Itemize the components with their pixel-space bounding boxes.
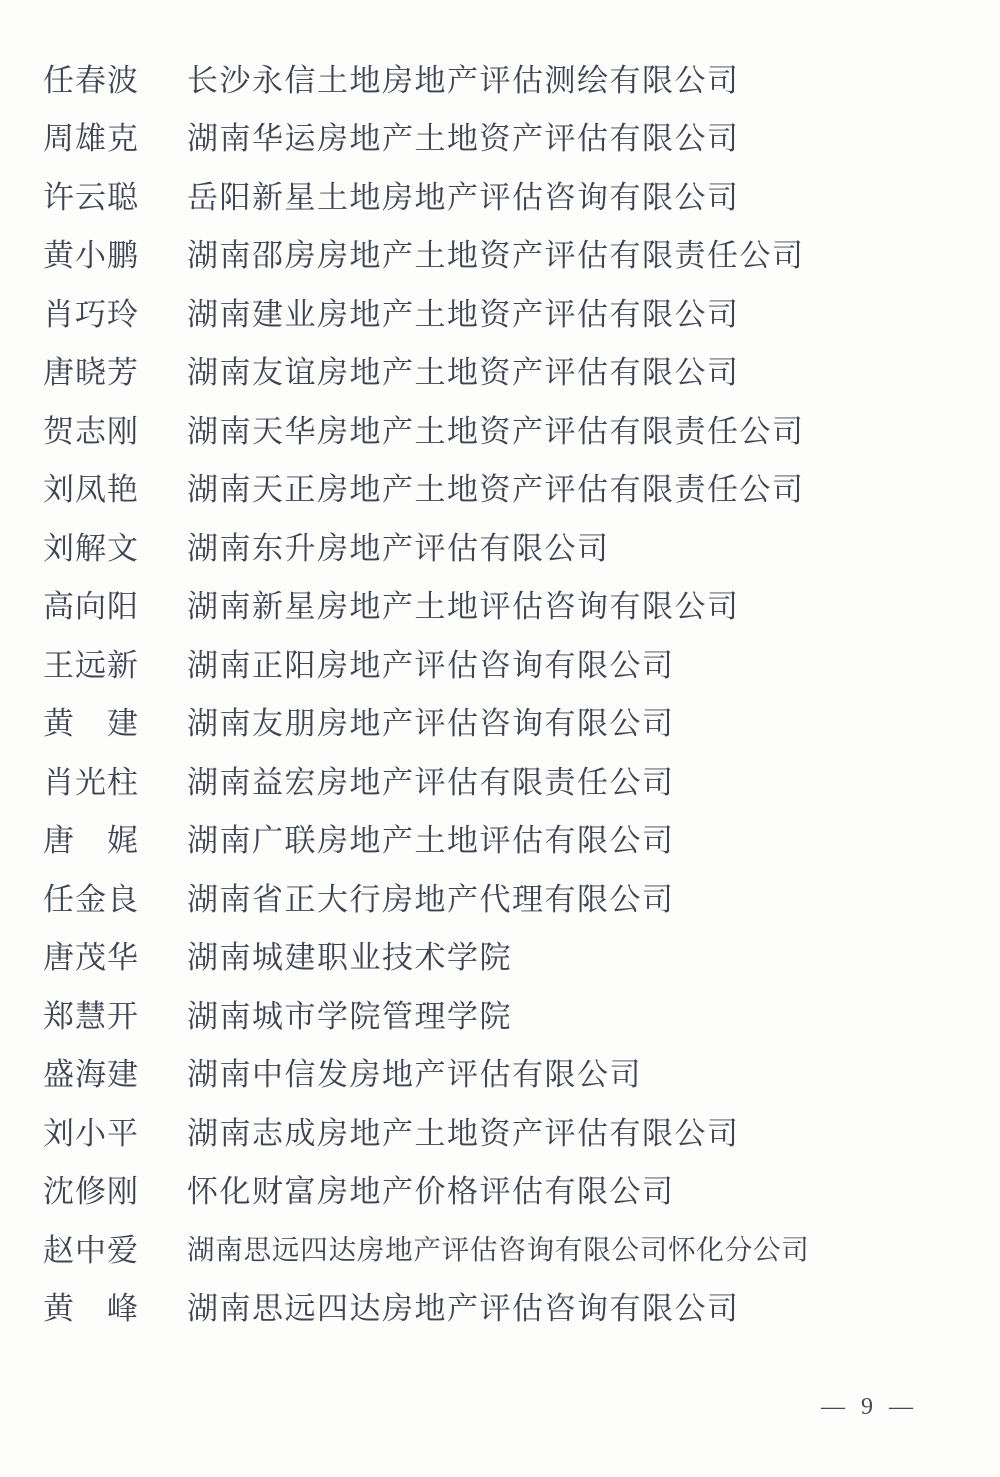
person-name: 王远新 (43, 647, 139, 683)
roster-row (43, 107, 970, 166)
roster-row (43, 633, 970, 692)
company-name: 湖南省正大行房地产代理有限公司 (187, 881, 675, 917)
roster-row (43, 282, 970, 341)
roster-row (43, 809, 970, 868)
company-name: 湖南城市学院管理学院 (187, 998, 512, 1034)
company-name: 湖南益宏房地产评估有限责任公司 (187, 764, 675, 800)
person-name: 刘凤艳 (43, 472, 139, 508)
roster-row (43, 692, 970, 751)
person-name: 高向阳 (43, 589, 139, 625)
company-name: 湖南思远四达房地产评估咨询有限公司 (187, 1291, 740, 1327)
company-name: 湖南友谊房地产土地资产评估有限公司 (187, 355, 740, 391)
roster-row (43, 1218, 970, 1277)
person-name: 唐茂华 (43, 940, 139, 976)
person-name: 赵中爱 (43, 1232, 139, 1268)
person-name: 刘小平 (43, 1115, 139, 1151)
roster-row (43, 165, 970, 224)
company-name: 湖南正阳房地产评估咨询有限公司 (187, 647, 675, 683)
person-name: 任金良 (43, 881, 139, 917)
company-name: 岳阳新星土地房地产评估咨询有限公司 (187, 179, 740, 215)
person-name: 周雄克 (43, 121, 139, 157)
company-name: 湖南华运房地产土地资产评估有限公司 (187, 121, 740, 157)
roster-row (43, 341, 970, 400)
roster-row (43, 1043, 970, 1102)
page-number: — 9 — (821, 1394, 918, 1420)
person-name: 许云聪 (43, 179, 139, 215)
company-name: 湖南中信发房地产评估有限公司 (187, 1057, 642, 1093)
company-name: 湖南邵房房地产土地资产评估有限责任公司 (187, 238, 805, 274)
person-name: 盛海建 (43, 1057, 139, 1093)
company-name: 湖南思远四达房地产评估咨询有限公司怀化分公司 (187, 1234, 810, 1266)
roster-row (43, 458, 970, 517)
roster-row (43, 926, 970, 985)
company-name: 怀化财富房地产价格评估有限公司 (187, 1174, 675, 1210)
company-name: 长沙永信土地房地产评估测绘有限公司 (187, 62, 740, 98)
person-name: 任春波 (43, 62, 139, 98)
person-name: 肖巧玲 (43, 296, 139, 332)
company-name: 湖南天华房地产土地资产评估有限责任公司 (187, 413, 805, 449)
roster-list (43, 48, 970, 1335)
roster-row (43, 750, 970, 809)
company-name: 湖南城建职业技术学院 (187, 940, 512, 976)
company-name: 湖南新星房地产土地评估咨询有限公司 (187, 589, 740, 625)
company-name: 湖南志成房地产土地资产评估有限公司 (187, 1115, 740, 1151)
person-name: 唐 娓 (43, 823, 139, 859)
roster-row (43, 224, 970, 283)
person-name: 肖光柱 (43, 764, 139, 800)
roster-row (43, 984, 970, 1043)
person-name: 黄 建 (43, 706, 139, 742)
page-footer (821, 1394, 918, 1421)
roster-row (43, 1101, 970, 1160)
company-name: 湖南天正房地产土地资产评估有限责任公司 (187, 472, 805, 508)
roster-row (43, 575, 970, 634)
person-name: 黄小鹏 (43, 238, 139, 274)
company-name: 湖南东升房地产评估有限公司 (187, 530, 610, 566)
company-name: 湖南建业房地产土地资产评估有限公司 (187, 296, 740, 332)
company-name: 湖南友朋房地产评估咨询有限公司 (187, 706, 675, 742)
person-name: 黄 峰 (43, 1291, 139, 1327)
person-name: 沈修刚 (43, 1174, 139, 1210)
roster-row (43, 399, 970, 458)
roster-row (43, 867, 970, 926)
roster-row (43, 1277, 970, 1336)
person-name: 刘解文 (43, 530, 139, 566)
roster-row (43, 48, 970, 107)
company-name: 湖南广联房地产土地评估有限公司 (187, 823, 675, 859)
roster-row (43, 1160, 970, 1219)
person-name: 唐晓芳 (43, 355, 139, 391)
person-name: 郑慧开 (43, 998, 139, 1034)
person-name: 贺志刚 (43, 413, 139, 449)
roster-row (43, 516, 970, 575)
